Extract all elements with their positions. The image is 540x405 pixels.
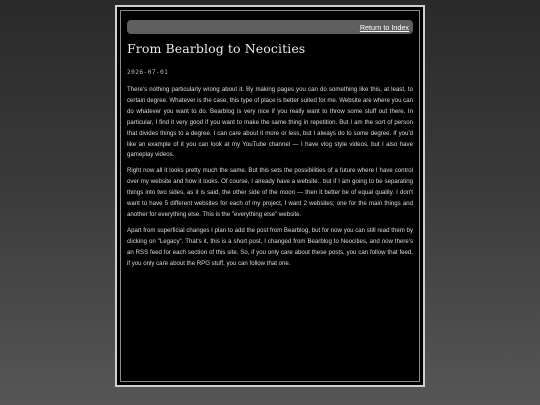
post-paragraph: There's nothing particularly wrong about it. By making pages you can do something like this, at least, to certain degree. Whatever is the case, this type of place is better suited for me. Website are where you can do whatever you want to do. Bearblog is very nice if you really want to throw some stuff out there. In particular, I find it very good if you want to make the same thing in repetition. But I am the sort of person that divides things to a degree. I can care about it more or less, but I always do to some degree. If you'd like an example of it you can look at my YouTube channel — I have vlog style videos, but I also have gameplay videos. bbox=[127, 86, 413, 159]
return-to-index-link[interactable]: Return to Index bbox=[359, 22, 409, 32]
post-paragraph: Right now all it looks pretty much the same. But this sets the possibilities of a future where I have control over my website and how it looks. Of course, I already have a website.. but if I am going to be separating things into two sides, as it is said, the other side of the moon — then it better be of equal quality. I don't want to have 5 different websites for each of my project, I want 2 websites; one for the main things and another for everything else. This is the "everything else" website. bbox=[127, 167, 413, 218]
post-title: From Bearblog to Neocities bbox=[127, 41, 306, 56]
page-content bbox=[120, 10, 420, 382]
post-paragraph: Apart from superficial changes I plan to add the post from Bearblog, but for now you can still read them by clicking on "Legacy". That's it, this is a short post, I changed from Bearblog to Neocities, and now there's an RSS feed for each section of this site. So, if you only care about these posts, you can follow that feed, if you only care about the RPG stuff, you can follow that one. bbox=[127, 226, 413, 267]
page-frame bbox=[115, 5, 425, 387]
top-navigation-bar bbox=[127, 20, 413, 34]
post-body bbox=[127, 85, 413, 270]
post-date: 2026-07-01 bbox=[127, 69, 169, 76]
